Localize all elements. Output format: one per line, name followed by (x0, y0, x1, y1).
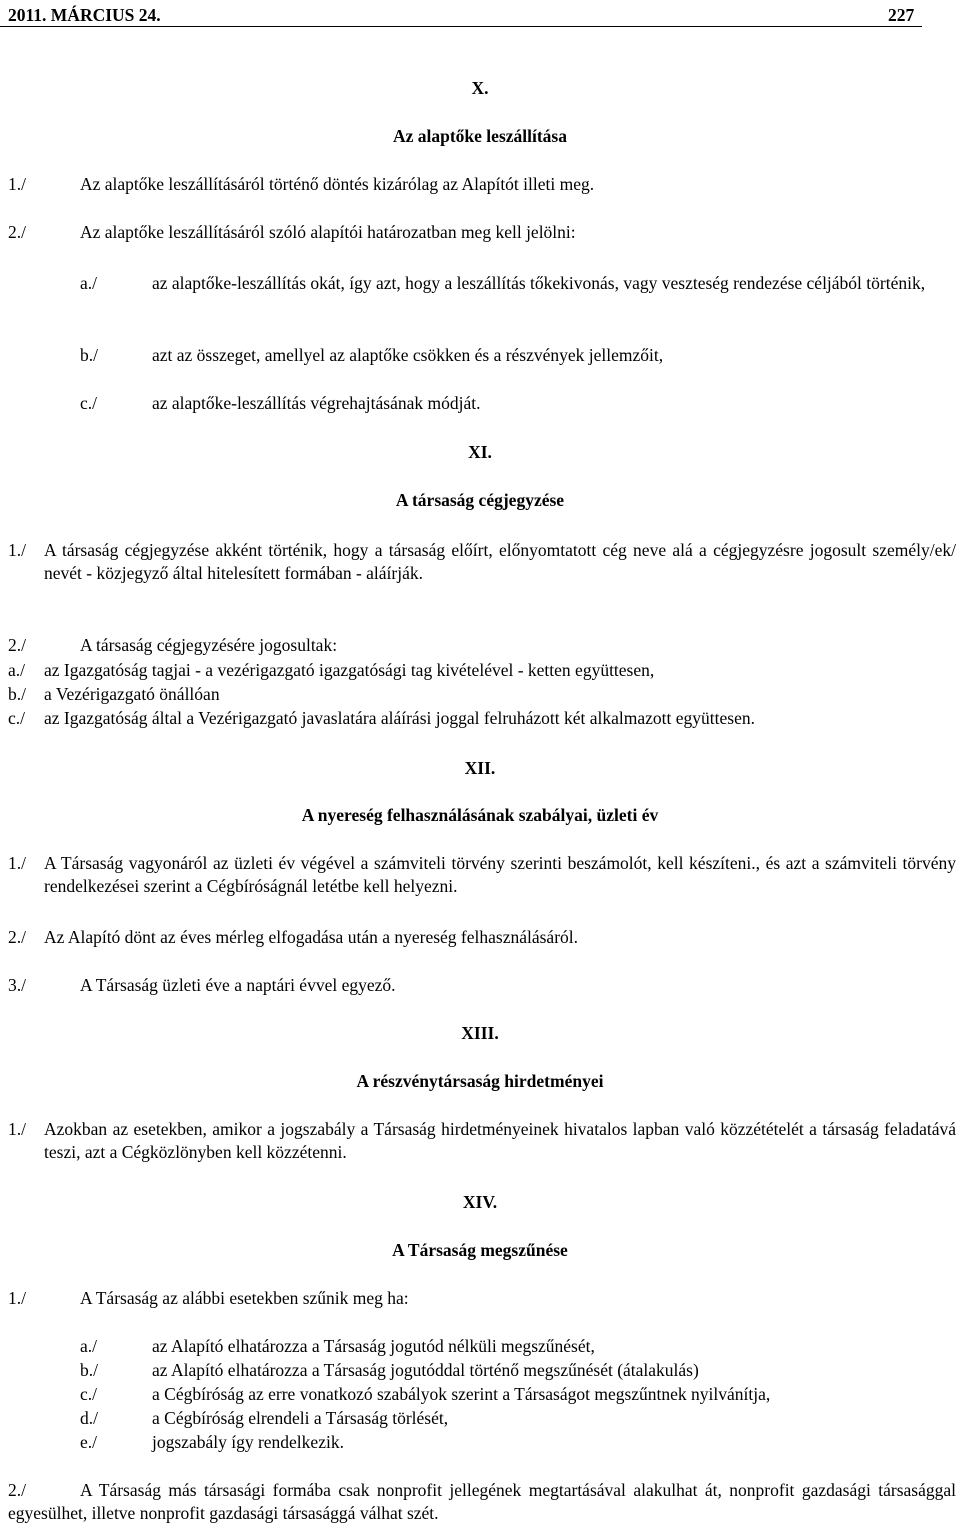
section-xiv-number: XIV. (462, 1192, 498, 1212)
page-number: 227 (888, 5, 915, 25)
section-xi-title: A társaság cégjegyzése (395, 490, 565, 510)
section-xi-item-a-text: az Igazgatóság tagjai - a vezérigazgató igazgatósági tag kivételével - ketten együttesen, (44, 660, 655, 680)
section-x-p2-number: 2./ (8, 222, 26, 242)
section-xi-number: XI. (468, 442, 492, 462)
section-xiv-item-d-text: a Cégbíróság elrendeli a Társaság törlését, (152, 1408, 449, 1428)
section-xii-p1-number: 1./ (8, 853, 26, 873)
section-xi-item-c-label: c./ (8, 708, 26, 728)
section-x-p1-number: 1./ (8, 174, 26, 194)
section-xii-p2-number: 2./ (8, 927, 26, 947)
section-xii-title: A nyereség felhasználásának szabályai, üzleti év (301, 805, 659, 825)
section-xiv-item-b-text: az Alapító elhatározza a Társaság jogutóddal történő megszűnését (átalakulás) (152, 1360, 699, 1380)
section-xiii-p1-number: 1./ (8, 1119, 26, 1139)
section-xi-p2-number: 2./ (8, 635, 26, 655)
section-xiv-p1-number: 1./ (8, 1288, 26, 1308)
section-xii-p3-text: A Társaság üzleti éve a naptári évvel egyező. (80, 975, 396, 995)
section-xiii-p1-text: Azokban az esetekben, amikor a jogszabály a Társaság hirdetményeinek hivatalos lapban való közzétételét a társaság feladatává teszi, azt a Cégközlönyben kell közzétenni. (44, 1119, 956, 1162)
section-xi-item-b-text: a Vezérigazgató önállóan (44, 684, 220, 704)
section-xiv-item-a-text: az Alapító elhatározza a Társaság jogutód nélküli megszűnését, (152, 1336, 595, 1356)
section-xiv-p2-number: 2./ (8, 1480, 26, 1500)
section-xi-p1-text: A társaság cégjegyzése akként történik, hogy a társaság előírt, előnyomtatott cég neve alá a cégjegyzésre jogosult személy/ek/ nevét - közjegyző által hitelesített formában - aláírják. (44, 540, 956, 583)
section-xiv-item-c-text: a Cégbíróság az erre vonatkozó szabályok szerint a Társaságot megszűntnek nyilvánítja, (152, 1384, 771, 1404)
header-date: 2011. MÁRCIUS 24. (8, 5, 161, 25)
section-xiv-item-e-text: jogszabály így rendelkezik. (152, 1432, 344, 1452)
section-xi-item-b-label: b./ (8, 684, 26, 704)
section-xi-item-c-text: az Igazgatóság által a Vezérigazgató javaslatára aláírási joggal felruházott két alkalmazott együttesen. (44, 708, 755, 728)
section-xii-p3-number: 3./ (8, 975, 26, 995)
section-xiv-item-c-label: c./ (80, 1384, 98, 1404)
section-xiv-p1-text: A Társaság az alábbi esetekben szűnik meg ha: (80, 1288, 409, 1308)
section-x-p1-text: Az alaptőke leszállításáról történő döntés kizárólag az Alapítót illeti meg. (80, 174, 595, 194)
section-xi-p2-text: A társaság cégjegyzésére jogosultak: (80, 635, 338, 655)
section-xi-p1-number: 1./ (8, 540, 26, 560)
section-x-p2-text: Az alaptőke leszállításáról szóló alapítói határozatban meg kell jelölni: (80, 222, 576, 242)
section-xiv-item-a-label: a./ (80, 1336, 98, 1356)
section-x-title: Az alaptőke leszállítása (392, 126, 567, 146)
section-xii-p2-text: Az Alapító dönt az éves mérleg elfogadása után a nyereség felhasználásáról. (44, 927, 579, 947)
section-xiv-item-e-label: e./ (80, 1432, 98, 1452)
section-x-item-a-text: az alaptőke-leszállítás okát, így azt, hogy a leszállítás tőkekivonás, vagy veszteség rendezése céljából történik, (152, 273, 926, 293)
section-xii-number: XII. (464, 758, 496, 778)
section-x-item-c-label: c./ (80, 393, 98, 413)
section-xiii-title: A részvénytársaság hirdetményei (356, 1071, 604, 1091)
section-x-number: X. (471, 78, 489, 98)
section-xiv-title: A Társaság megszűnése (392, 1240, 568, 1260)
section-x-item-b-label: b./ (80, 345, 98, 365)
section-xiv-p2-text: A Társaság más társasági formába csak nonprofit jellegének megtartásával alakulhat át, nonprofit gazdasági társasággal egyesülhet, illetve nonprofit gazdasági társasággá válhat szét. (8, 1480, 956, 1523)
section-xiii-number: XIII. (461, 1023, 499, 1043)
section-xi-item-a-label: a./ (8, 660, 26, 680)
section-x-item-c-text: az alaptőke-leszállítás végrehajtásának módját. (152, 393, 481, 413)
section-xii-p1-text: A Társaság vagyonáról az üzleti év végével a számviteli törvény szerinti beszámolót, kell készíteni., és azt a számviteli törvény rendelkezései szerint a Cégbíróságnál letétbe kell helyezni. (44, 853, 956, 896)
header-rule (0, 26, 922, 27)
section-x-item-b-text: azt az összeget, amellyel az alaptőke csökken és a részvények jellemzőit, (152, 345, 664, 365)
section-xiv-item-d-label: d./ (80, 1408, 98, 1428)
section-x-item-a-label: a./ (80, 273, 98, 293)
section-xiv-item-b-label: b./ (80, 1360, 98, 1380)
